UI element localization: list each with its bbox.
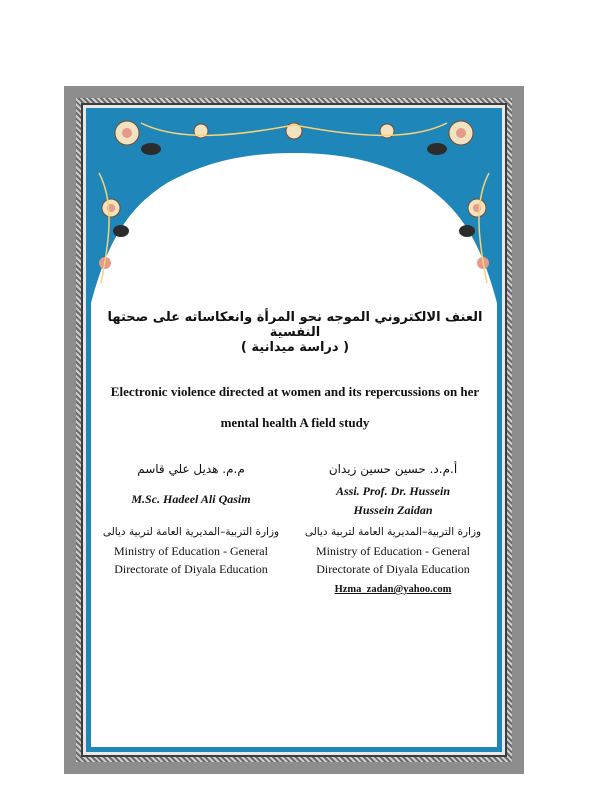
author-left-org-en-1: Ministry of Education - General [114, 544, 268, 558]
author-right-org-en-2: Directorate of Diyala Education [316, 562, 470, 576]
author-left [96, 462, 286, 578]
author-right-org-en-1: Ministry of Education - General [316, 544, 470, 558]
english-title-line-1: Electronic violence directed at women and its repercussions on her [110, 384, 480, 399]
author-left-org-ar: وزارة التربية–المديرية العامة لتربية ديالى [102, 526, 280, 538]
author-right-name-ar: أ.م.د. حسين حسين زيدان [328, 462, 458, 476]
author-right-name-en-2: Hussein Zaidan [353, 503, 433, 517]
arabic-title: العنف الالكتروني الموجه نحو المرأة وانعكاساته على صحتها النفسية [107, 310, 483, 340]
english-title-line-2: mental health A field study [220, 415, 370, 430]
author-left-name-en: M.Sc. Hadeel Ali Qasim [131, 492, 251, 506]
author-left-org-en-2: Directorate of Diyala Education [114, 562, 268, 576]
author-right-org-ar: وزارة التربية–المديرية العامة لتربية ديالى [304, 526, 482, 538]
author-right-email[interactable]: Hzma_zadan@yahoo.com [334, 584, 452, 595]
author-right [298, 462, 488, 595]
arabic-subtitle: ( دراسة ميدانية ) [240, 340, 350, 355]
author-right-name-en-1: Assi. Prof. Dr. Hussein [335, 484, 451, 498]
author-left-name-ar: م.م. هديل علي قاسم [137, 462, 245, 476]
